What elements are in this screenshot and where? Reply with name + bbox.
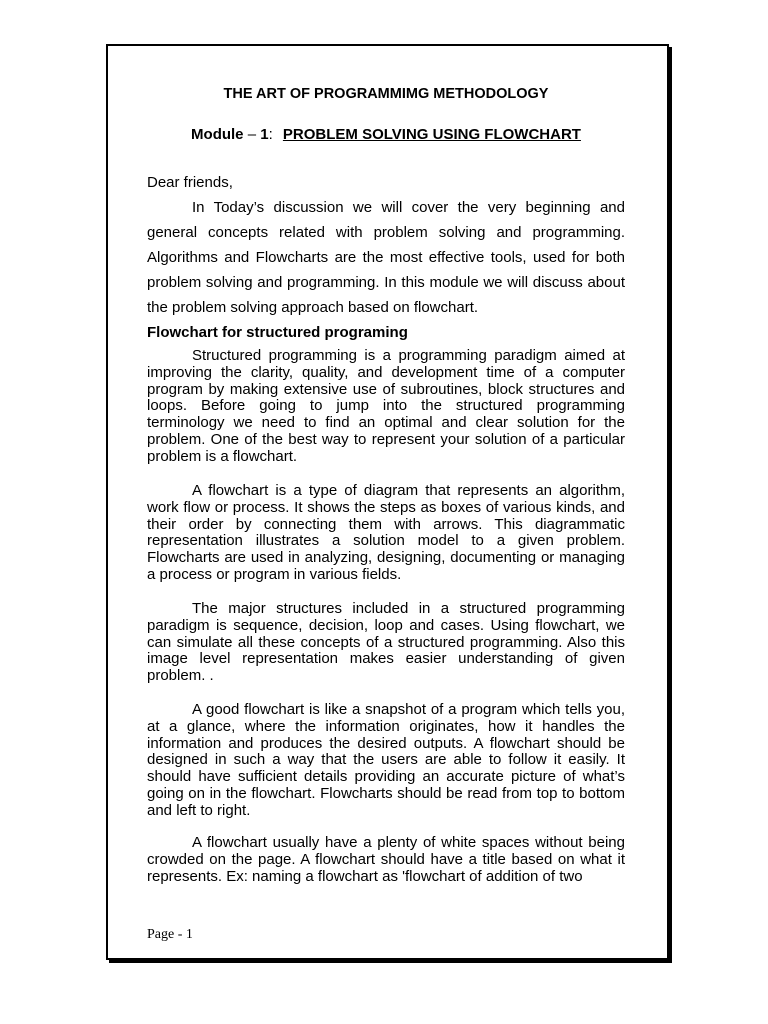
module-subject: PROBLEM SOLVING USING FLOWCHART — [282, 126, 581, 143]
module-heading — [147, 126, 625, 143]
greeting: Dear friends, — [147, 174, 233, 191]
section-heading: Flowchart for structured programing — [147, 324, 408, 341]
module-dash: – — [247, 126, 257, 143]
paragraph-flowchart-definition: A flowchart is a type of diagram that represents an algorithm, work flow or process. It shows the steps as boxes of various kinds, and their order by connecting them with arrows. This diagrammatic representation illustrates a solution model to a given problem. Flowcharts are used in analyzing, designing, documenting or managing a process or program in various fields. — [147, 482, 625, 583]
module-colon: : — [268, 126, 273, 143]
paragraph-good-flowchart: A good flowchart is like a snapshot of a program which tells you, at a glance, where the information originates, how it handles the information and produces the desired outputs. A flowchart should be designed in such a way that the users are able to follow it easily. It should have sufficient details providing an accurate picture of what’s going on in the flowchart. Flowcharts should be read from top to bottom and left to right. — [147, 701, 625, 819]
paragraph-structured-programming: Structured programming is a programming paradigm aimed at improving the clarity, quality, and development time of a computer program by making extensive use of subroutines, block structures and loops. Before going to jump into the structured programming terminology we need to find an optimal and clear solution for the problem. One of the best way to represent your solution of a particular problem is a flowchart. — [147, 347, 625, 465]
paragraph-white-spaces: A flowchart usually have a plenty of white spaces without being crowded on the page. A flowchart should have a title based on what it represents. Ex: naming a flowchart as 'flowchart of addition of two — [147, 834, 625, 885]
intro-paragraph: In Today’s discussion we will cover the very beginning and general concepts related with problem solving and programming. Algorithms and Flowcharts are the most effective tools, used for both problem solving and programming. In this module we will discuss about the problem solving approach based on flowchart. — [147, 199, 625, 316]
module-label: Module — [191, 126, 244, 143]
page-number: Page - 1 — [147, 927, 193, 942]
paragraph-major-structures: The major structures included in a structured programming paradigm is sequence, decision, loop and cases. Using flowchart, we can simulate all these concepts of a structured programming. Also this image level representation makes easier understanding of given problem. . — [147, 600, 625, 685]
document-title: THE ART OF PROGRAMMIMG METHODOLOGY — [223, 86, 549, 102]
module-number: 1 — [260, 126, 269, 143]
